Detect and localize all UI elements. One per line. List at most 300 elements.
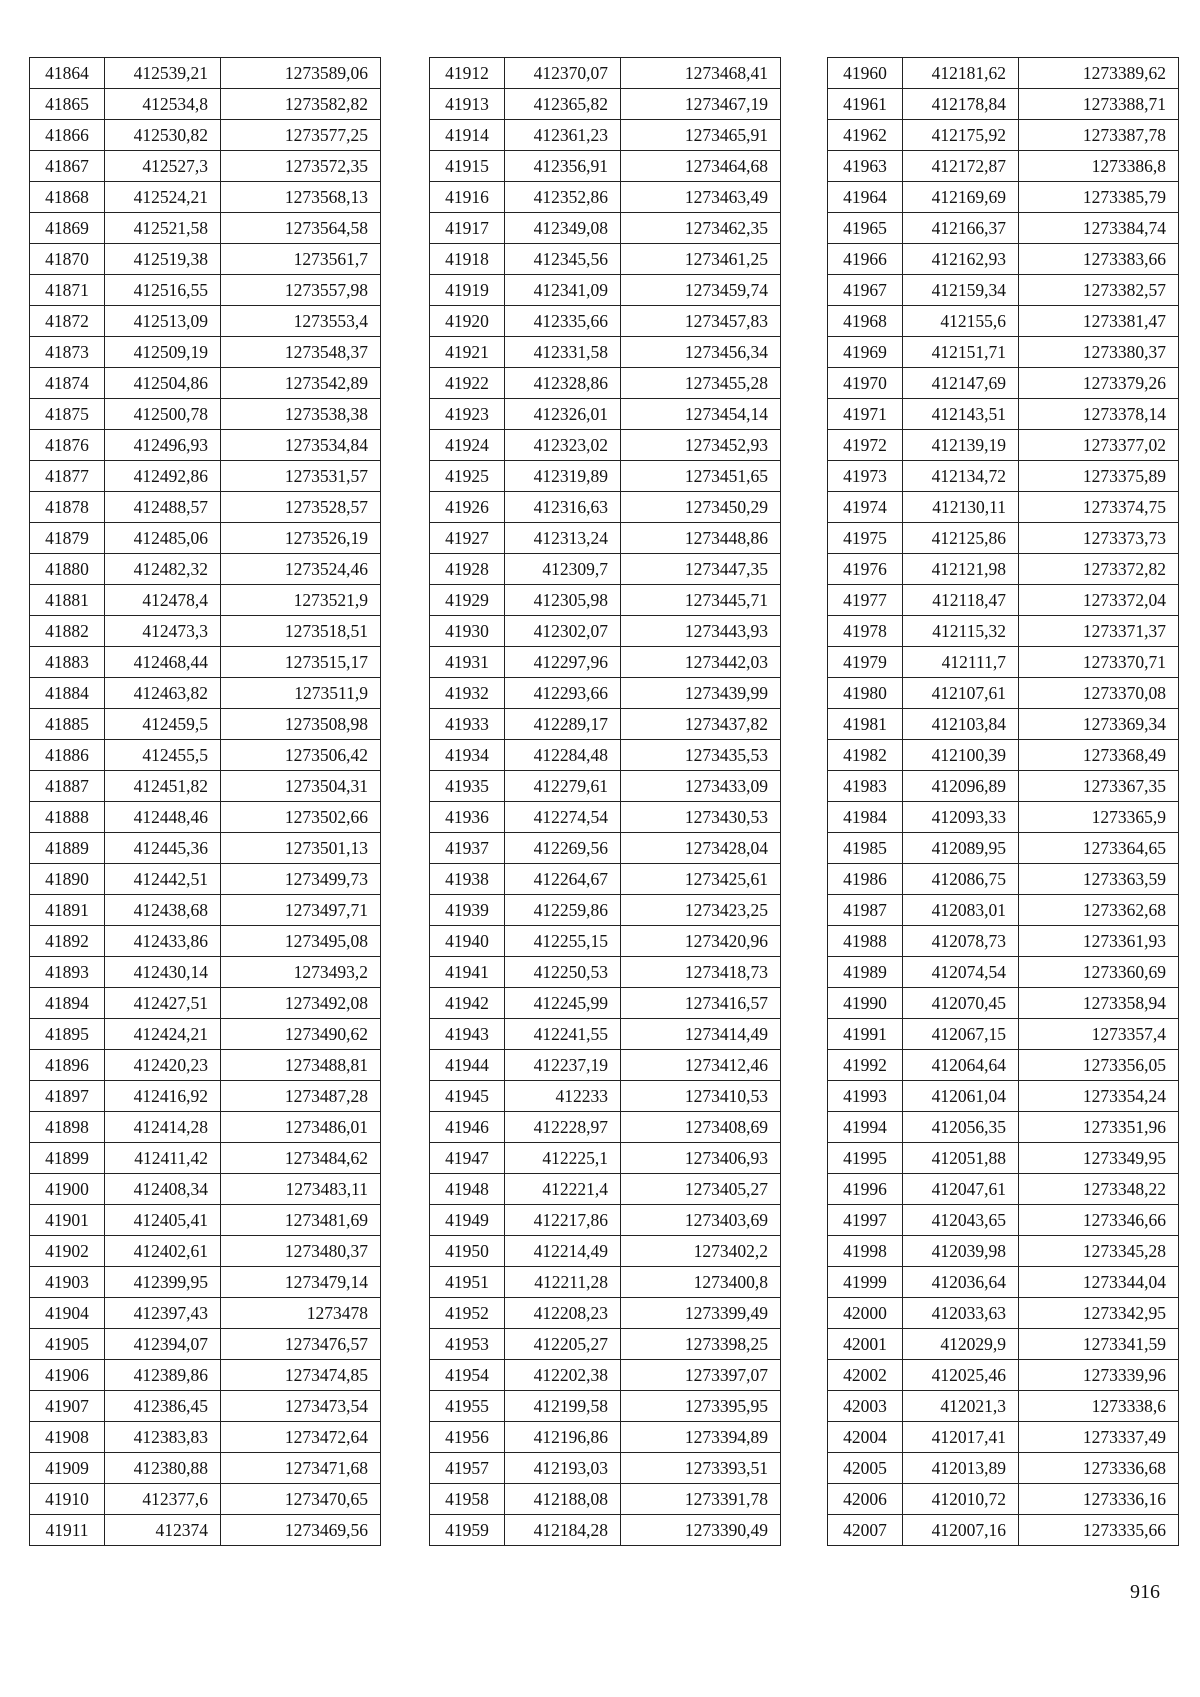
point-number-cell: 41955 [430,1391,505,1422]
y-coordinate-cell: 1273344,04 [1019,1267,1179,1298]
table-row [30,1329,381,1360]
y-coordinate-cell: 1273397,07 [621,1360,781,1391]
table-row [30,120,381,151]
table-row [30,895,381,926]
point-number-cell: 41924 [430,430,505,461]
y-coordinate-cell: 1273372,04 [1019,585,1179,616]
x-coordinate-cell: 412225,1 [505,1143,621,1174]
coordinate-table-middle [429,57,781,1546]
table-row [828,1329,1179,1360]
point-number-cell: 41978 [828,616,903,647]
x-coordinate-cell: 412500,78 [105,399,221,430]
table-row [430,151,781,182]
table-row [30,1174,381,1205]
point-number-cell: 41925 [430,461,505,492]
y-coordinate-cell: 1273481,69 [221,1205,381,1236]
point-number-cell: 41997 [828,1205,903,1236]
y-coordinate-cell: 1273465,91 [621,120,781,151]
x-coordinate-cell: 412233 [505,1081,621,1112]
x-coordinate-cell: 412478,4 [105,585,221,616]
y-coordinate-cell: 1273336,16 [1019,1484,1179,1515]
point-number-cell: 41885 [30,709,105,740]
table-row [828,1391,1179,1422]
y-coordinate-cell: 1273367,35 [1019,771,1179,802]
table-body [828,58,1179,1546]
point-number-cell: 41969 [828,337,903,368]
x-coordinate-cell: 412302,07 [505,616,621,647]
y-coordinate-cell: 1273461,25 [621,244,781,275]
table-row [430,1298,781,1329]
y-coordinate-cell: 1273348,22 [1019,1174,1179,1205]
table-row [430,678,781,709]
point-number-cell: 42000 [828,1298,903,1329]
y-coordinate-cell: 1273391,78 [621,1484,781,1515]
point-number-cell: 41935 [430,771,505,802]
y-coordinate-cell: 1273459,74 [621,275,781,306]
y-coordinate-cell: 1273439,99 [621,678,781,709]
x-coordinate-cell: 412241,55 [505,1019,621,1050]
point-number-cell: 41980 [828,678,903,709]
y-coordinate-cell: 1273455,28 [621,368,781,399]
y-coordinate-cell: 1273395,95 [621,1391,781,1422]
y-coordinate-cell: 1273582,82 [221,89,381,120]
table-row [430,1329,781,1360]
y-coordinate-cell: 1273345,28 [1019,1236,1179,1267]
table-row [828,1515,1179,1546]
x-coordinate-cell: 412181,62 [903,58,1019,89]
y-coordinate-cell: 1273478 [221,1298,381,1329]
x-coordinate-cell: 412305,98 [505,585,621,616]
table-row [30,306,381,337]
point-number-cell: 41937 [430,833,505,864]
x-coordinate-cell: 412504,86 [105,368,221,399]
x-coordinate-cell: 412455,5 [105,740,221,771]
x-coordinate-cell: 412433,86 [105,926,221,957]
x-coordinate-cell: 412134,72 [903,461,1019,492]
point-number-cell: 41934 [430,740,505,771]
x-coordinate-cell: 412293,66 [505,678,621,709]
x-coordinate-cell: 412184,28 [505,1515,621,1546]
point-number-cell: 41929 [430,585,505,616]
point-number-cell: 41952 [430,1298,505,1329]
y-coordinate-cell: 1273564,58 [221,213,381,244]
table-row [828,1143,1179,1174]
y-coordinate-cell: 1273346,66 [1019,1205,1179,1236]
table-row [30,864,381,895]
point-number-cell: 41930 [430,616,505,647]
table-row [30,1112,381,1143]
table-row [430,182,781,213]
x-coordinate-cell: 412245,99 [505,988,621,1019]
y-coordinate-cell: 1273435,53 [621,740,781,771]
y-coordinate-cell: 1273414,49 [621,1019,781,1050]
y-coordinate-cell: 1273526,19 [221,523,381,554]
x-coordinate-cell: 412365,82 [505,89,621,120]
y-coordinate-cell: 1273515,17 [221,647,381,678]
y-coordinate-cell: 1273518,51 [221,616,381,647]
x-coordinate-cell: 412214,49 [505,1236,621,1267]
x-coordinate-cell: 412468,44 [105,647,221,678]
y-coordinate-cell: 1273363,59 [1019,864,1179,895]
point-number-cell: 41869 [30,213,105,244]
table-row [430,1143,781,1174]
x-coordinate-cell: 412389,86 [105,1360,221,1391]
x-coordinate-cell: 412021,3 [903,1391,1019,1422]
table-row [430,1484,781,1515]
table-row [828,864,1179,895]
x-coordinate-cell: 412051,88 [903,1143,1019,1174]
table-row [828,678,1179,709]
x-coordinate-cell: 412083,01 [903,895,1019,926]
table-row [30,1236,381,1267]
y-coordinate-cell: 1273370,71 [1019,647,1179,678]
y-coordinate-cell: 1273371,37 [1019,616,1179,647]
table-row [30,771,381,802]
x-coordinate-cell: 412427,51 [105,988,221,1019]
table-row [828,833,1179,864]
y-coordinate-cell: 1273538,38 [221,399,381,430]
table-row [828,306,1179,337]
y-coordinate-cell: 1273337,49 [1019,1422,1179,1453]
x-coordinate-cell: 412352,86 [505,182,621,213]
y-coordinate-cell: 1273398,25 [621,1329,781,1360]
x-coordinate-cell: 412349,08 [505,213,621,244]
point-number-cell: 41959 [430,1515,505,1546]
point-number-cell: 41893 [30,957,105,988]
x-coordinate-cell: 412485,06 [105,523,221,554]
x-coordinate-cell: 412319,89 [505,461,621,492]
x-coordinate-cell: 412430,14 [105,957,221,988]
point-number-cell: 41922 [430,368,505,399]
x-coordinate-cell: 412380,88 [105,1453,221,1484]
y-coordinate-cell: 1273589,06 [221,58,381,89]
point-number-cell: 41913 [430,89,505,120]
point-number-cell: 41964 [828,182,903,213]
table-row [30,182,381,213]
point-number-cell: 41932 [430,678,505,709]
table-row [30,399,381,430]
x-coordinate-cell: 412086,75 [903,864,1019,895]
y-coordinate-cell: 1273495,08 [221,926,381,957]
table-row [430,1360,781,1391]
point-number-cell: 41910 [30,1484,105,1515]
point-number-cell: 41868 [30,182,105,213]
point-number-cell: 41927 [430,523,505,554]
x-coordinate-cell: 412516,55 [105,275,221,306]
point-number-cell: 41985 [828,833,903,864]
x-coordinate-cell: 412374 [105,1515,221,1546]
x-coordinate-cell: 412534,8 [105,89,221,120]
table-row [30,1422,381,1453]
x-coordinate-cell: 412323,02 [505,430,621,461]
y-coordinate-cell: 1273463,49 [621,182,781,213]
y-coordinate-cell: 1273577,25 [221,120,381,151]
x-coordinate-cell: 412121,98 [903,554,1019,585]
y-coordinate-cell: 1273386,8 [1019,151,1179,182]
table-row [430,89,781,120]
point-number-cell: 41993 [828,1081,903,1112]
table-row [430,1019,781,1050]
table-row [828,802,1179,833]
table-row [828,1050,1179,1081]
table-row [430,1112,781,1143]
table-row [430,1081,781,1112]
table-row [30,1081,381,1112]
x-coordinate-cell: 412519,38 [105,244,221,275]
point-number-cell: 41941 [430,957,505,988]
y-coordinate-cell: 1273490,62 [221,1019,381,1050]
x-coordinate-cell: 412217,86 [505,1205,621,1236]
x-coordinate-cell: 412473,3 [105,616,221,647]
y-coordinate-cell: 1273389,62 [1019,58,1179,89]
table-row [430,1453,781,1484]
x-coordinate-cell: 412405,41 [105,1205,221,1236]
table-row [430,523,781,554]
table-row [828,244,1179,275]
point-number-cell: 41974 [828,492,903,523]
table-row [828,89,1179,120]
y-coordinate-cell: 1273365,9 [1019,802,1179,833]
point-number-cell: 41911 [30,1515,105,1546]
x-coordinate-cell: 412033,63 [903,1298,1019,1329]
point-number-cell: 41990 [828,988,903,1019]
point-number-cell: 41901 [30,1205,105,1236]
point-number-cell: 41872 [30,306,105,337]
x-coordinate-cell: 412420,23 [105,1050,221,1081]
point-number-cell: 41884 [30,678,105,709]
point-number-cell: 41943 [430,1019,505,1050]
point-number-cell: 41967 [828,275,903,306]
table-row [30,151,381,182]
x-coordinate-cell: 412196,86 [505,1422,621,1453]
y-coordinate-cell: 1273370,08 [1019,678,1179,709]
y-coordinate-cell: 1273399,49 [621,1298,781,1329]
y-coordinate-cell: 1273464,68 [621,151,781,182]
table-row [30,926,381,957]
point-number-cell: 42001 [828,1329,903,1360]
y-coordinate-cell: 1273338,6 [1019,1391,1179,1422]
point-number-cell: 41894 [30,988,105,1019]
point-number-cell: 41897 [30,1081,105,1112]
x-coordinate-cell: 412169,69 [903,182,1019,213]
y-coordinate-cell: 1273339,96 [1019,1360,1179,1391]
y-coordinate-cell: 1273447,35 [621,554,781,585]
table-row [828,182,1179,213]
x-coordinate-cell: 412125,86 [903,523,1019,554]
y-coordinate-cell: 1273433,09 [621,771,781,802]
table-row [30,802,381,833]
y-coordinate-cell: 1273474,85 [221,1360,381,1391]
point-number-cell: 41879 [30,523,105,554]
table-row [30,337,381,368]
y-coordinate-cell: 1273402,2 [621,1236,781,1267]
x-coordinate-cell: 412100,39 [903,740,1019,771]
y-coordinate-cell: 1273437,82 [621,709,781,740]
coordinate-table-left [29,57,381,1546]
x-coordinate-cell: 412530,82 [105,120,221,151]
table-row [30,1484,381,1515]
table-row [828,771,1179,802]
point-number-cell: 41881 [30,585,105,616]
y-coordinate-cell: 1273548,37 [221,337,381,368]
point-number-cell: 41944 [430,1050,505,1081]
table-row [430,213,781,244]
y-coordinate-cell: 1273521,9 [221,585,381,616]
x-coordinate-cell: 412078,73 [903,926,1019,957]
x-coordinate-cell: 412451,82 [105,771,221,802]
table-row [828,895,1179,926]
y-coordinate-cell: 1273356,05 [1019,1050,1179,1081]
table-row [30,1515,381,1546]
point-number-cell: 41950 [430,1236,505,1267]
point-number-cell: 41878 [30,492,105,523]
x-coordinate-cell: 412013,89 [903,1453,1019,1484]
x-coordinate-cell: 412107,61 [903,678,1019,709]
table-row [30,213,381,244]
table-row [828,926,1179,957]
y-coordinate-cell: 1273423,25 [621,895,781,926]
y-coordinate-cell: 1273405,27 [621,1174,781,1205]
y-coordinate-cell: 1273378,14 [1019,399,1179,430]
table-row [430,492,781,523]
x-coordinate-cell: 412331,58 [505,337,621,368]
table-row [828,275,1179,306]
y-coordinate-cell: 1273572,35 [221,151,381,182]
point-number-cell: 41916 [430,182,505,213]
table-row [828,120,1179,151]
table-row [828,585,1179,616]
y-coordinate-cell: 1273448,86 [621,523,781,554]
y-coordinate-cell: 1273393,51 [621,1453,781,1484]
table-row [430,585,781,616]
x-coordinate-cell: 412175,92 [903,120,1019,151]
x-coordinate-cell: 412408,34 [105,1174,221,1205]
point-number-cell: 41996 [828,1174,903,1205]
x-coordinate-cell: 412074,54 [903,957,1019,988]
y-coordinate-cell: 1273534,84 [221,430,381,461]
table-row [30,1019,381,1050]
table-row [430,461,781,492]
point-number-cell: 42003 [828,1391,903,1422]
point-number-cell: 41915 [430,151,505,182]
x-coordinate-cell: 412313,24 [505,523,621,554]
x-coordinate-cell: 412345,56 [505,244,621,275]
x-coordinate-cell: 412416,92 [105,1081,221,1112]
x-coordinate-cell: 412438,68 [105,895,221,926]
point-number-cell: 41870 [30,244,105,275]
x-coordinate-cell: 412056,35 [903,1112,1019,1143]
table-row [828,1236,1179,1267]
table-row [430,988,781,1019]
point-number-cell: 41966 [828,244,903,275]
table-row [30,1205,381,1236]
y-coordinate-cell: 1273420,96 [621,926,781,957]
x-coordinate-cell: 412193,03 [505,1453,621,1484]
y-coordinate-cell: 1273501,13 [221,833,381,864]
point-number-cell: 41903 [30,1267,105,1298]
y-coordinate-cell: 1273342,95 [1019,1298,1179,1329]
table-row [828,1112,1179,1143]
y-coordinate-cell: 1273469,56 [221,1515,381,1546]
point-number-cell: 41891 [30,895,105,926]
point-number-cell: 41972 [828,430,903,461]
x-coordinate-cell: 412496,93 [105,430,221,461]
y-coordinate-cell: 1273480,37 [221,1236,381,1267]
table-row [430,1391,781,1422]
y-coordinate-cell: 1273364,65 [1019,833,1179,864]
x-coordinate-cell: 412047,61 [903,1174,1019,1205]
table-row [430,802,781,833]
x-coordinate-cell: 412255,15 [505,926,621,957]
y-coordinate-cell: 1273553,4 [221,306,381,337]
table-row [430,771,781,802]
y-coordinate-cell: 1273506,42 [221,740,381,771]
point-number-cell: 42005 [828,1453,903,1484]
point-number-cell: 41867 [30,151,105,182]
table-row [430,1236,781,1267]
x-coordinate-cell: 412341,09 [505,275,621,306]
table-row [828,399,1179,430]
table-row [828,740,1179,771]
y-coordinate-cell: 1273568,13 [221,182,381,213]
table-row [828,213,1179,244]
x-coordinate-cell: 412442,51 [105,864,221,895]
table-row [828,988,1179,1019]
table-row [828,647,1179,678]
table-row [828,492,1179,523]
x-coordinate-cell: 412017,41 [903,1422,1019,1453]
x-coordinate-cell: 412397,43 [105,1298,221,1329]
x-coordinate-cell: 412488,57 [105,492,221,523]
y-coordinate-cell: 1273492,08 [221,988,381,1019]
x-coordinate-cell: 412205,27 [505,1329,621,1360]
point-number-cell: 41981 [828,709,903,740]
table-row [30,1050,381,1081]
point-number-cell: 41886 [30,740,105,771]
x-coordinate-cell: 412143,51 [903,399,1019,430]
y-coordinate-cell: 1273336,68 [1019,1453,1179,1484]
y-coordinate-cell: 1273373,73 [1019,523,1179,554]
table-row [430,616,781,647]
x-coordinate-cell: 412202,38 [505,1360,621,1391]
y-coordinate-cell: 1273388,71 [1019,89,1179,120]
point-number-cell: 41889 [30,833,105,864]
point-number-cell: 42007 [828,1515,903,1546]
y-coordinate-cell: 1273428,04 [621,833,781,864]
table-row [30,1453,381,1484]
x-coordinate-cell: 412147,69 [903,368,1019,399]
y-coordinate-cell: 1273383,66 [1019,244,1179,275]
y-coordinate-cell: 1273524,46 [221,554,381,585]
y-coordinate-cell: 1273561,7 [221,244,381,275]
point-number-cell: 41995 [828,1143,903,1174]
x-coordinate-cell: 412007,16 [903,1515,1019,1546]
x-coordinate-cell: 412172,87 [903,151,1019,182]
point-number-cell: 41970 [828,368,903,399]
x-coordinate-cell: 412089,95 [903,833,1019,864]
table-row [828,1422,1179,1453]
point-number-cell: 41958 [430,1484,505,1515]
point-number-cell: 41968 [828,306,903,337]
x-coordinate-cell: 412411,42 [105,1143,221,1174]
point-number-cell: 41938 [430,864,505,895]
table-row [430,1515,781,1546]
table-row [828,1081,1179,1112]
x-coordinate-cell: 412166,37 [903,213,1019,244]
x-coordinate-cell: 412096,89 [903,771,1019,802]
point-number-cell: 41864 [30,58,105,89]
point-number-cell: 41895 [30,1019,105,1050]
